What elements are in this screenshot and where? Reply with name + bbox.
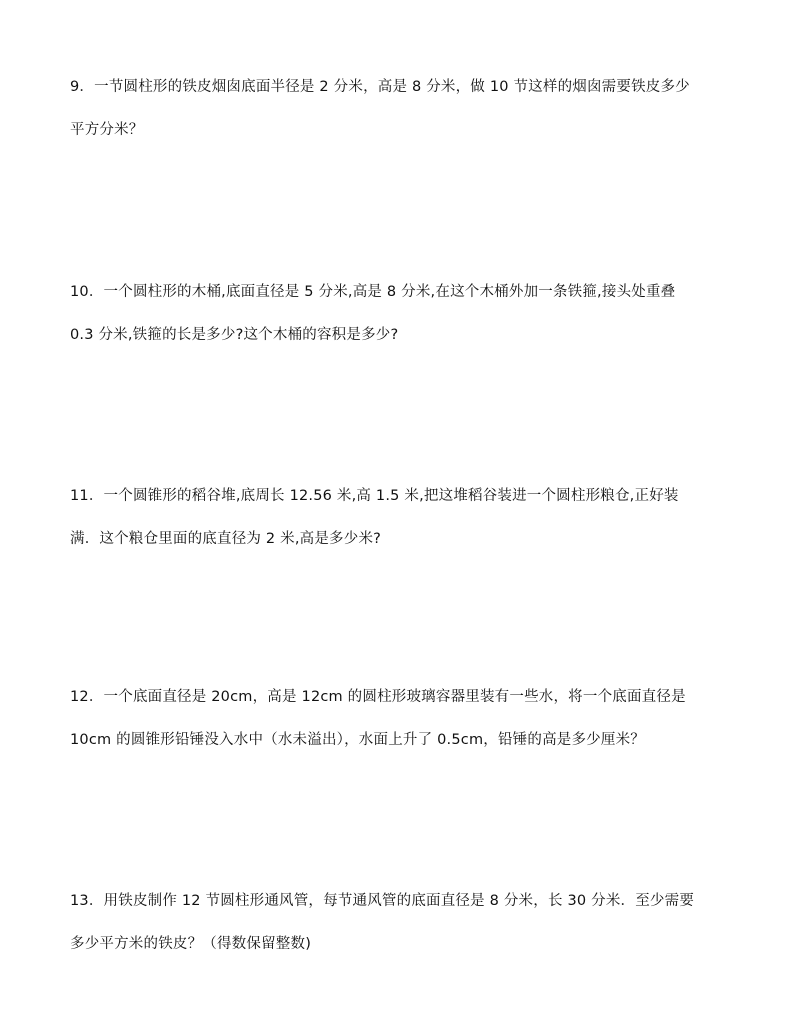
problem-12-line-1: 12．一个底面直径是 20cm，高是 12cm 的圆柱形玻璃容器里装有一些水，将一个底面直径是 — [70, 689, 686, 705]
problem-11-line-1: 11．一个圆锥形的稻谷堆,底周长 12.56 米,高 1.5 米,把这堆稻谷装进一个圆柱形粮仓,正好装 — [70, 488, 679, 504]
problem-13-line-1: 13．用铁皮制作 12 节圆柱形通风管，每节通风管的底面直径是 8 分米，长 30 分米．至少需要 — [70, 893, 695, 909]
problem-10-line-1: 10．一个圆柱形的木桶,底面直径是 5 分米,高是 8 分米,在这个木桶外加一条铁箍,接头处重叠 — [70, 284, 676, 300]
problem-10-line-2: 0.3 分米,铁箍的长是多少?这个木桶的容积是多少? — [70, 327, 399, 343]
problem-11-line-2: 满．这个粮仓里面的底直径为 2 米,高是多少米? — [70, 531, 382, 547]
problem-12-line-2: 10cm 的圆锥形铅锤没入水中（水未溢出），水面上升了 0.5cm，铅锤的高是多少厘米？ — [70, 732, 645, 748]
problem-9-line-1: 9．一节圆柱形的铁皮烟囱底面半径是 2 分米，高是 8 分米，做 10 节这样的烟囱需要铁皮多少 — [70, 79, 690, 95]
problem-13-line-2: 多少平方米的铁皮？（得数保留整数) — [70, 936, 312, 952]
problem-9-line-2: 平方分米？ — [70, 122, 144, 138]
